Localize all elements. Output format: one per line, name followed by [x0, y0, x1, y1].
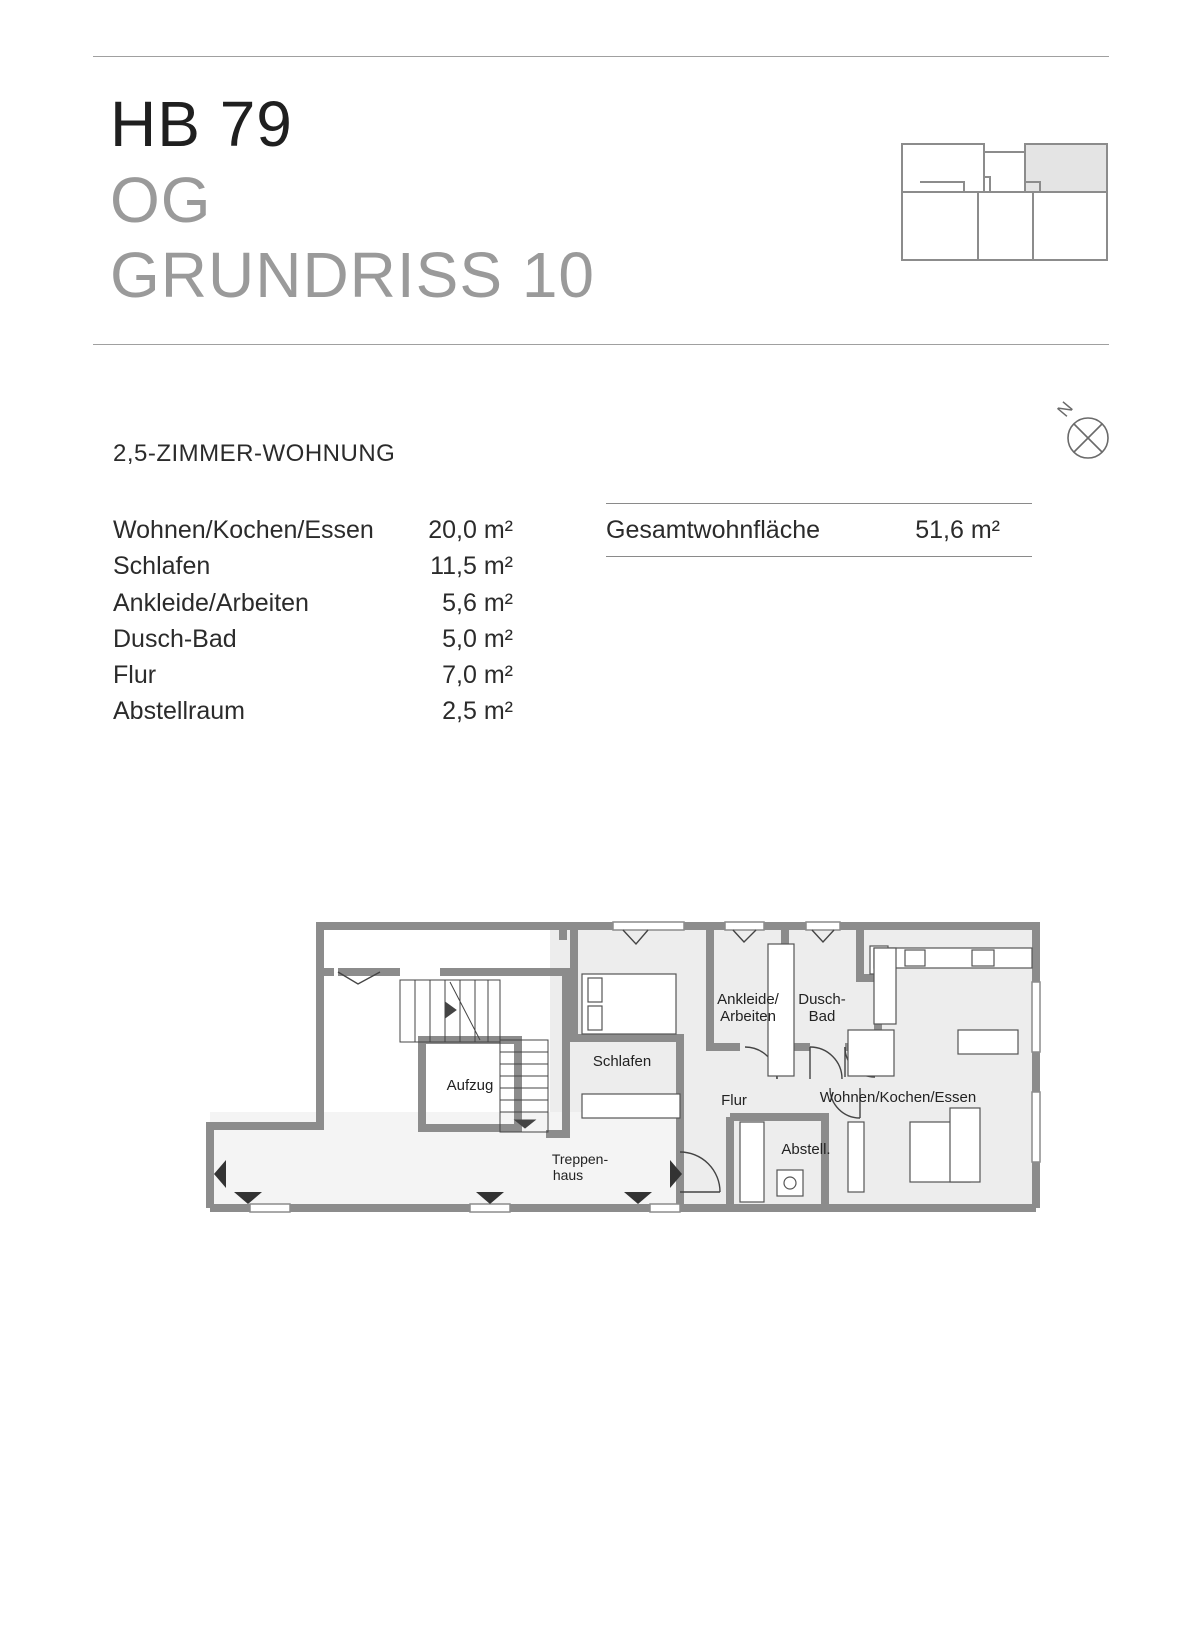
room-area: 5,6 m² [442, 588, 513, 617]
key-plan-unit [902, 144, 984, 192]
header-bottom-rule [93, 344, 1109, 345]
wall [320, 926, 563, 940]
label-arbeiten: Arbeiten [720, 1008, 776, 1025]
label-aufzug: Aufzug [446, 1077, 494, 1094]
room-area: 20,0 m² [428, 516, 513, 544]
room-row [113, 512, 513, 548]
room-row [113, 621, 513, 657]
floor-plan [210, 922, 1040, 1222]
label-flur: Flur [721, 1092, 747, 1109]
room-area: 7,0 m² [442, 661, 513, 690]
top-rule [93, 56, 1109, 57]
label-abstell: Abstell. [781, 1141, 831, 1158]
total-area-value: 51,6 m² [915, 515, 1000, 544]
label-bad: Bad [808, 1008, 836, 1025]
key-plan-highlight-unit [1025, 144, 1107, 192]
floor-title: OG [110, 164, 212, 236]
shelf [740, 1122, 764, 1202]
room-list [113, 512, 513, 730]
room-area: 2,5 m² [442, 697, 513, 726]
shower [848, 1030, 894, 1076]
label-dusch: Dusch- [798, 991, 846, 1008]
label-wohnen: Wohnen/Kochen/Essen [819, 1089, 977, 1106]
key-plan-lower-block [902, 192, 1107, 260]
project-title: HB 79 [110, 88, 293, 160]
room-name: Abstellraum [113, 697, 245, 726]
wardrobe [582, 1094, 680, 1118]
total-area-label: Gesamtwohnfläche [606, 515, 821, 544]
room-name: Schlafen [113, 552, 211, 581]
room-row [113, 693, 513, 729]
dining-table [958, 1030, 1018, 1054]
key-plan [900, 142, 1110, 262]
room-row [113, 657, 513, 693]
label-schlafen: Schlafen [592, 1053, 652, 1070]
room-name: Dusch-Bad [113, 624, 237, 653]
label-ankleide: Ankleide/ [717, 991, 779, 1008]
plan-title: GRUNDRISS 10 [110, 239, 595, 311]
label-treppenhaus-1: Treppen- [551, 1151, 609, 1167]
room-area: 11,5 m² [430, 552, 513, 581]
room-name: Ankleide/Arbeiten [113, 588, 309, 617]
room-name: Flur [113, 661, 157, 690]
room-name: Wohnen/Kochen/Essen [113, 516, 374, 544]
room-area: 5,0 m² [442, 624, 513, 653]
kitchen-counter [874, 948, 1032, 968]
room-row [113, 585, 513, 621]
north-label: N [1053, 397, 1077, 421]
room-row [113, 548, 513, 584]
total-area-box [606, 503, 1032, 557]
washing-machine [777, 1170, 803, 1196]
north-arrow-icon [1053, 396, 1114, 462]
apartment-type: 2,5-ZIMMER-WOHNUNG [113, 440, 396, 467]
label-treppenhaus-2: haus [552, 1167, 584, 1183]
